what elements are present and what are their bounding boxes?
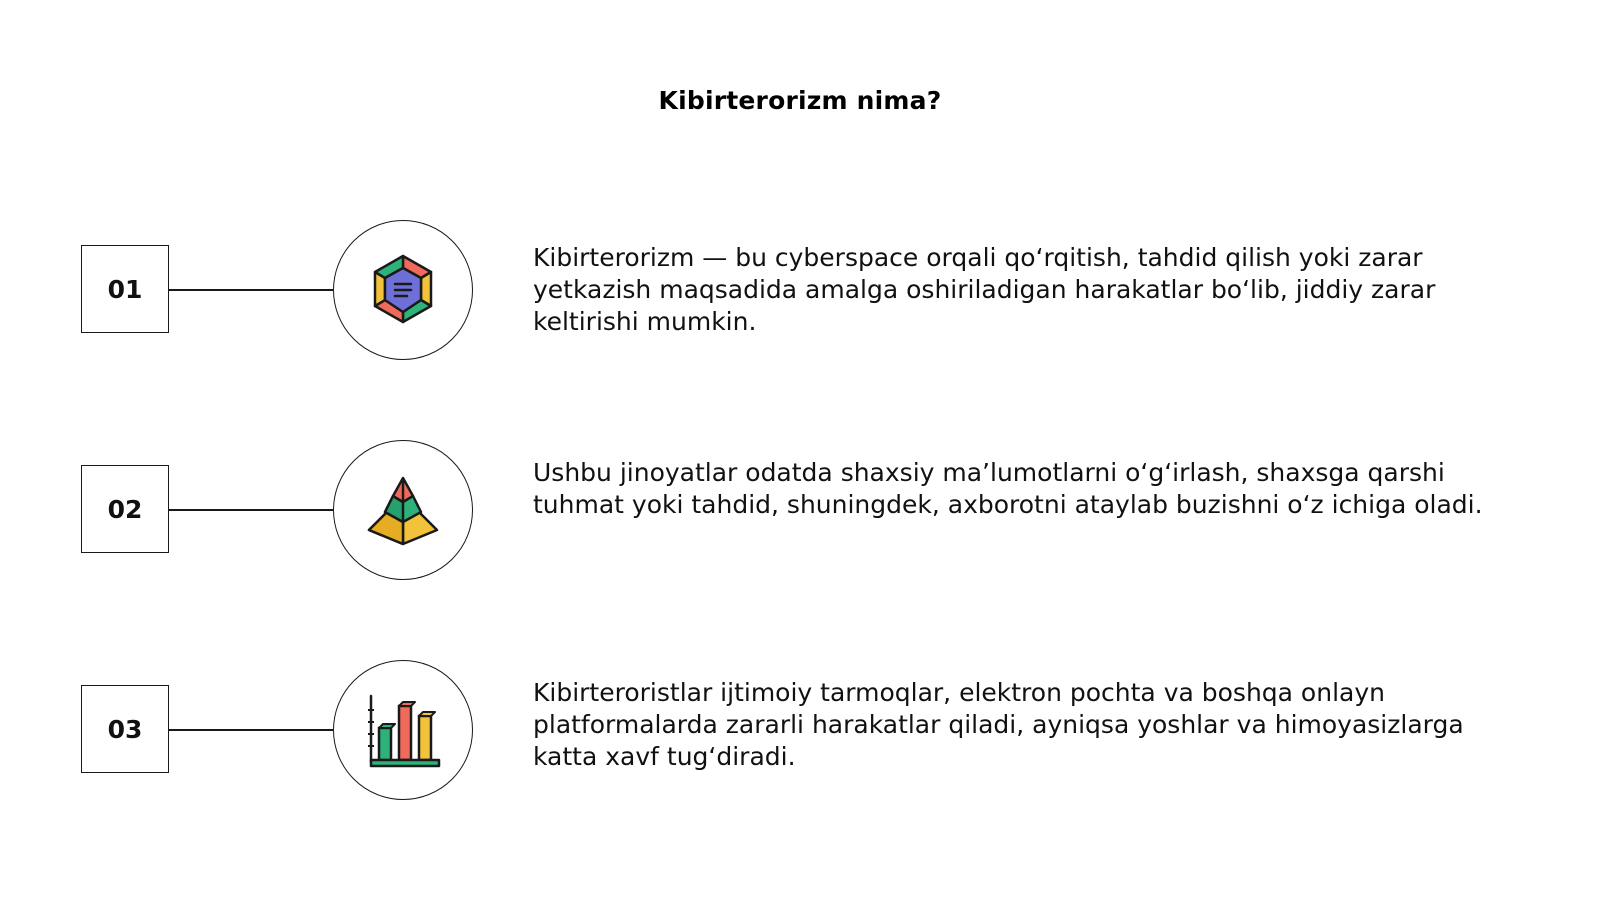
bar-chart-icon	[363, 690, 443, 770]
connector-line	[169, 509, 333, 511]
page-title: Kibirterorizm nima?	[658, 86, 942, 115]
icon-circle	[333, 660, 473, 800]
icon-circle	[333, 220, 473, 360]
item-description: Kibirterorizm — bu cyberspace orqali qo‘rqitish, tahdid qilish yoki zarar yetkazish maqsadida amalga oshiriladigan harakatlar bo‘lib, jiddiy zarar keltirishi mumkin.	[533, 243, 1436, 336]
list-item	[0, 440, 1600, 580]
list-item	[0, 220, 1600, 360]
item-description: Kibirteroristlar ijtimoiy tarmoqlar, elektron pochta va boshqa onlayn platformalarda zararli harakatlar qiladi, ayniqsa yoshlar va himoyasizlarga katta xavf tug‘diradi.	[533, 678, 1464, 771]
connector-line	[169, 289, 333, 291]
hexagon-document-icon	[363, 250, 443, 330]
item-description: Ushbu jinoyatlar odatda shaxsiy ma’lumotlarni o‘g‘irlash, shaxsga qarshi tuhmat yoki tahdid, shuningdek, axborotni ataylab buzishni o‘z ichiga oladi.	[533, 458, 1483, 519]
pyramid-chart-icon	[363, 470, 443, 550]
connector-line	[169, 729, 333, 731]
item-number-box: 03	[81, 685, 169, 773]
item-number-box: 01	[81, 245, 169, 333]
icon-circle	[333, 440, 473, 580]
item-number-box: 02	[81, 465, 169, 553]
list-item	[0, 660, 1600, 800]
